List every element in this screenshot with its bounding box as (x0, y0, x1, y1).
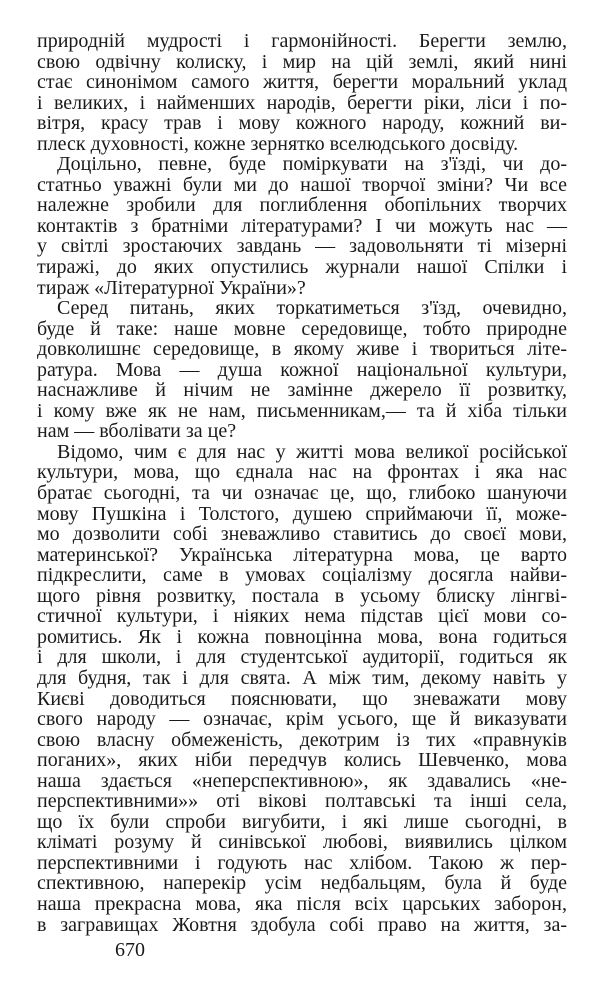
text-line: і кому вже як не нам, письменникам,— та й хіба тільки (37, 399, 567, 422)
text-line: підкреслити, саме в умовах соціалізму досягла найви- (37, 564, 567, 587)
text-line: вітря, красу трав і мову кожного народу, кожний ви- (37, 112, 567, 135)
text-line: в загравищах Жовтня здобула собі право на життя, за- (37, 913, 567, 936)
text-line: Відомо, чим є для нас у житті мова великої російської (57, 440, 567, 463)
text-line: наша прекрасна мова, яка після всіх царських заборон, (37, 892, 567, 915)
text-line: свого народу — означає, крім усього, ще й виказувати (37, 708, 567, 731)
paragraph (37, 442, 567, 935)
text-line: тираж «Літературної України»? (37, 276, 306, 299)
text-line: наша здається «неперспективною», як здавались «не- (37, 769, 567, 792)
text-line: свою одвічну колиску, і мир на цій землі, який нині (37, 50, 567, 73)
text-line: належне зробили для поглиблення обопільних творчих (37, 194, 567, 217)
text-line: культури, мова, що єднала нас на фронтах і яка нас (37, 461, 567, 484)
text-line: стає синонімом самого життя, берегти моральний уклад (37, 71, 567, 94)
text-line: і для школи, і для студентської аудиторії, годиться як (37, 646, 567, 669)
paragraph (37, 154, 567, 298)
text-line: перспективними і годують нас хлібом. Такою ж пер- (37, 851, 567, 874)
text-line: стичної культури, і ніяких нема підстав цієї мови со- (37, 605, 567, 628)
text-line: Києві доводиться пояснювати, що зневажати мову (37, 687, 567, 710)
page-text (37, 31, 567, 935)
text-line: ромитись. Як і кожна повноцінна мова, вона годиться (37, 625, 567, 648)
text-line: для будня, так і для свята. А між тим, декому навіть у (37, 666, 567, 689)
text-line: тиражі, до яких опустились журнали нашої Спілки і (37, 256, 567, 279)
page-number: 670 (115, 939, 145, 961)
text-line: Серед питань, яких торкатиметься з'їзд, очевидно, (57, 297, 567, 320)
paragraph (37, 31, 567, 154)
text-line: братає сьогодні, та чи означає це, що, глибоко шануючи (37, 482, 567, 505)
text-line: статньо уважні були ми до нашої творчої зміни? Чи все (37, 173, 567, 196)
text-line: що їх були спроби вигубити, і які лише сьогодні, в (37, 810, 567, 833)
text-line: нам — вболівати за це? (37, 420, 237, 443)
text-line: довколишнє середовище, в якому живе і твориться літе- (37, 338, 567, 361)
text-line: Доцільно, певне, буде поміркувати на з'їзді, чи до- (57, 153, 567, 176)
text-line: кліматі розуму й синівської любові, виявились цілком (37, 831, 567, 854)
text-line: контактів з братніми літературами? І чи можуть нас — (37, 214, 567, 237)
text-line: наснажливе й нічим не замінне джерело її розвитку, (37, 379, 567, 402)
text-line: ратура. Мова — душа кожної національної культури, (37, 358, 567, 381)
text-line: і великих, і найменших народів, берегти ріки, ліси і по- (37, 91, 567, 114)
text-line: мову Пушкіна і Толстого, душею сприймаючи її, може- (37, 502, 567, 525)
text-line: поганих», яких ніби передчув колись Шевченко, мова (37, 749, 567, 772)
paragraph (37, 298, 567, 442)
text-line: плеск духовності, кожне зернятко вселюдського досвіду. (37, 132, 519, 155)
text-line: материнської? Українська літературна мова, це варто (37, 543, 567, 566)
text-line: природній мудрості і гармонійності. Берегти землю, (37, 30, 567, 52)
text-line: свою власну обмеженість, декотрим із тих «правнуків (37, 728, 567, 751)
text-line: у світлі зростаючих завдань — задовольняти ті мізерні (37, 235, 567, 258)
text-line: мо дозволити собі зневажливо ставитись до своєї мови, (37, 523, 567, 546)
text-line: буде й таке: наше мовне середовище, тобто природне (37, 317, 567, 340)
text-line: щого рівня розвитку, постала в усьому блиску лінгві- (37, 584, 567, 607)
text-line: спективною, наперекір усім недбальцям, була й буде (37, 872, 567, 895)
text-line: перспективними»» оті вікові полтавські та інші села, (37, 790, 567, 813)
